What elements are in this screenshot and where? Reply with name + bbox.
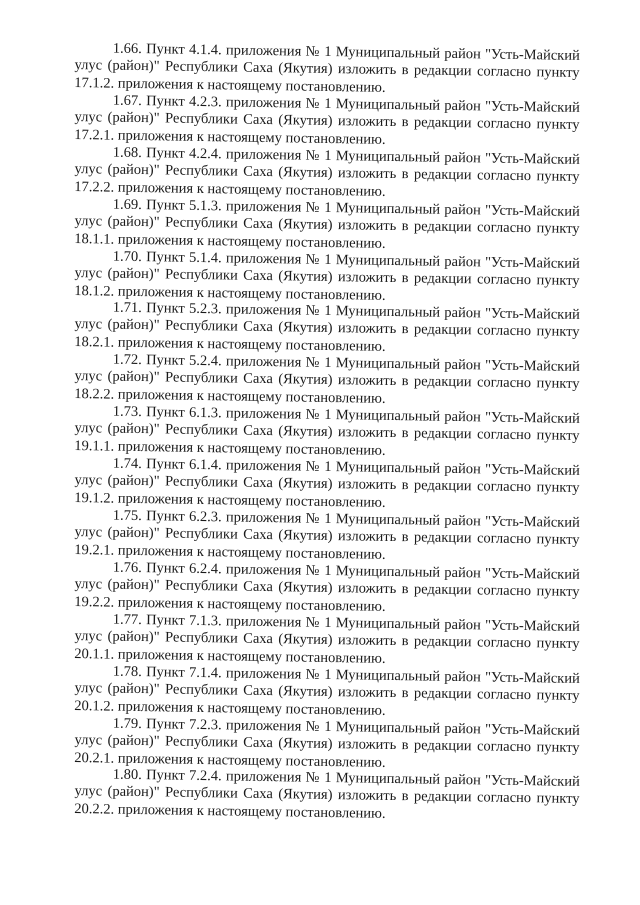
paragraph-1-79: 1.79. Пункт 7.2.3. приложения № 1 Муниципальный район "Усть-Майский улус (район)" Республики Саха (Якутия) изложить в редакции согласно пункту 20.2.1. приложения к настоящему постановлению. <box>74 715 580 771</box>
paragraph-1-77: 1.77. Пункт 7.1.3. приложения № 1 Муниципальный район "Усть-Майский улус (район)" Республики Саха (Якутия) изложить в редакции согласно пункту 20.1.1. приложения к настоящему постановлению. <box>74 611 580 667</box>
paragraph-1-69: 1.69. Пункт 5.1.3. приложения № 1 Муниципальный район "Усть-Майский улус (район)" Республики Саха (Якутия) изложить в редакции согласно пункту 18.1.1. приложения к настоящему постановлению. <box>74 196 580 252</box>
paragraph-1-70: 1.70. Пункт 5.1.4. приложения № 1 Муниципальный район "Усть-Майский улус (район)" Республики Саха (Якутия) изложить в редакции согласно пункту 18.1.2. приложения к настоящему постановлению. <box>74 248 580 304</box>
paragraph-1-80: 1.80. Пункт 7.2.4. приложения № 1 Муниципальный район "Усть-Майский улус (район)" Республики Саха (Якутия) изложить в редакции согласно пункту 20.2.2. приложения к настоящему постановлению. <box>74 767 580 822</box>
paragraph-1-67: 1.67. Пункт 4.2.3. приложения № 1 Муниципальный район "Усть-Майский улус (район)" Республики Саха (Якутия) изложить в редакции согласно пункту 17.2.1. приложения к настоящему постановлению. <box>74 92 580 148</box>
paragraph-1-72: 1.72. Пункт 5.2.4. приложения № 1 Муниципальный район "Усть-Майский улус (район)" Республики Саха (Якутия) изложить в редакции согласно пункту 18.2.2. приложения к настоящему постановлению. <box>74 351 580 407</box>
paragraph-1-68: 1.68. Пункт 4.2.4. приложения № 1 Муниципальный район "Усть-Майский улус (район)" Республики Саха (Якутия) изложить в редакции согласно пункту 17.2.2. приложения к настоящему постановлению. <box>74 144 580 200</box>
paragraph-1-71: 1.71. Пункт 5.2.3. приложения № 1 Муниципальный район "Усть-Майский улус (район)" Республики Саха (Якутия) изложить в редакции согласно пункту 18.2.1. приложения к настоящему постановлению. <box>74 300 580 355</box>
paragraph-1-75: 1.75. Пункт 6.2.3. приложения № 1 Муниципальный район "Усть-Майский улус (район)" Республики Саха (Якутия) изложить в редакции согласно пункту 19.2.1. приложения к настоящему постановлению. <box>74 507 580 563</box>
document-body <box>74 40 580 822</box>
paragraph-1-76: 1.76. Пункт 6.2.4. приложения № 1 Муниципальный район "Усть-Майский улус (район)" Республики Саха (Якутия) изложить в редакции согласно пункту 19.2.2. приложения к настоящему постановлению. <box>74 559 580 615</box>
paragraph-1-73: 1.73. Пункт 6.1.3. приложения № 1 Муниципальный район "Усть-Майский улус (район)" Республики Саха (Якутия) изложить в редакции согласно пункту 19.1.1. приложения к настоящему постановлению. <box>74 403 580 459</box>
paragraph-1-66: 1.66. Пункт 4.1.4. приложения № 1 Муниципальный район "Усть-Майский улус (район)" Республики Саха (Якутия) изложить в редакции согласно пункту 17.1.2. приложения к настоящему постановлению. <box>74 40 580 96</box>
paragraph-1-78: 1.78. Пункт 7.1.4. приложения № 1 Муниципальный район "Усть-Майский улус (район)" Республики Саха (Якутия) изложить в редакции согласно пункту 20.1.2. приложения к настоящему постановлению. <box>74 663 580 719</box>
paragraph-1-74: 1.74. Пункт 6.1.4. приложения № 1 Муниципальный район "Усть-Майский улус (район)" Республики Саха (Якутия) изложить в редакции согласно пункту 19.1.2. приложения к настоящему постановлению. <box>74 455 580 511</box>
